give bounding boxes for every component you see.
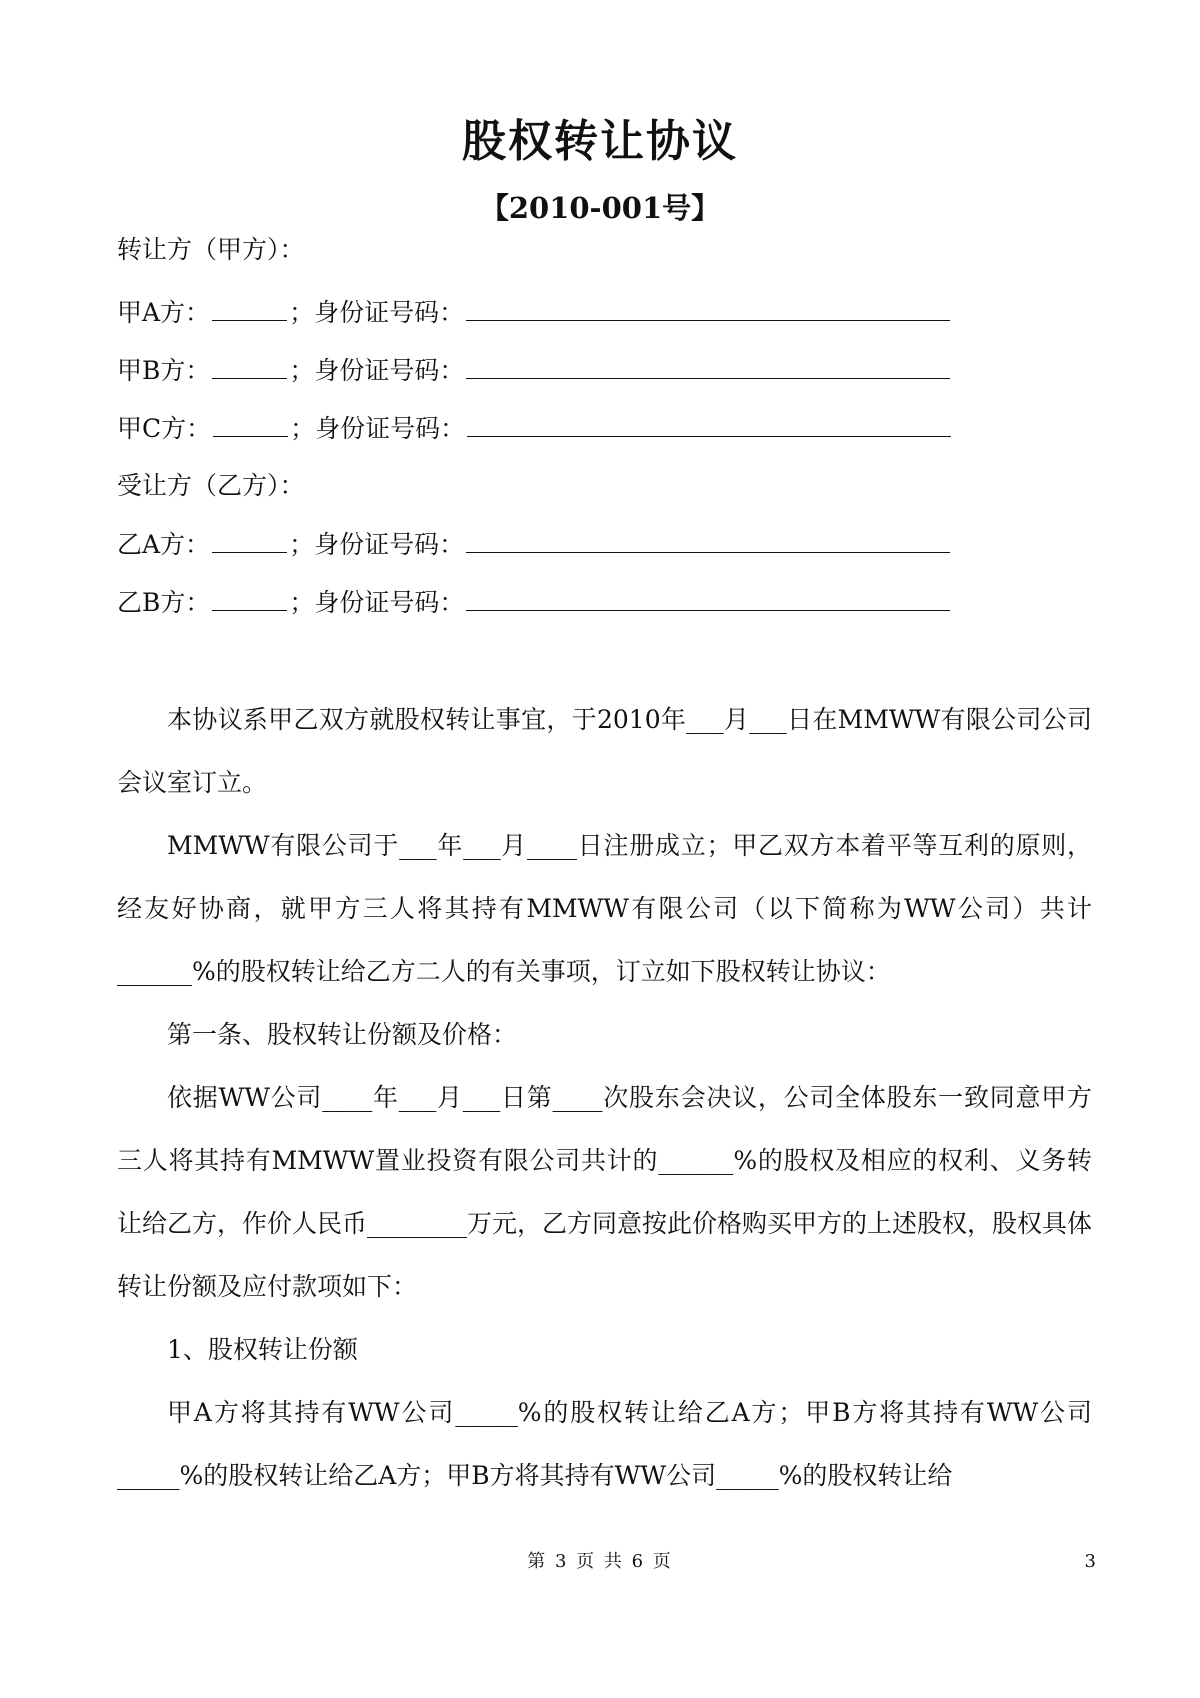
party-line-a2 (117, 352, 950, 389)
id-label: 身份证号码： (314, 356, 465, 385)
party-line-b2 (117, 584, 950, 621)
name-blank[interactable] (212, 526, 287, 553)
paragraph-intro: 本协议系甲乙双方就股权转让事宜，于2010年___月___日在MMWW有限公司公司会议室订立。 (117, 705, 1092, 797)
party-line-a1 (117, 294, 950, 331)
id-label: 身份证号码： (314, 588, 465, 617)
name-blank[interactable] (212, 584, 287, 611)
id-label: 身份证号码： (314, 530, 465, 559)
transferor-heading: 转让方（甲方）： (117, 235, 305, 264)
party-label: 甲B方： (117, 356, 211, 385)
party-line-b1 (117, 526, 950, 563)
id-label: 身份证号码： (314, 298, 465, 327)
transferee-heading: 受让方（乙方）： (117, 471, 305, 500)
page-indicator: 第 3 页 共 6 页 (527, 1551, 673, 1572)
name-blank[interactable] (212, 352, 287, 379)
separator: ； (289, 356, 315, 385)
party-line-a3 (117, 410, 951, 447)
separator: ； (290, 414, 316, 443)
paragraph-transfer-share: 甲A方将其持有WW公司_____%的股权转让给乙A方；甲B方将其持有WW公司_____%的股权转让给乙A方；甲B方将其持有WW公司_____%的股权转让给 (117, 1398, 1092, 1490)
name-blank[interactable] (213, 410, 288, 437)
paragraph-background: MMWW有限公司于___年___月____日注册成立；甲乙双方本着平等互利的原则，经友好协商，就甲方三人将其持有MMWW有限公司（以下简称为WW公司）共计______%的股权转让给乙方二人的有关事项，订立如下股权转让协议： (117, 831, 1092, 986)
id-blank[interactable] (466, 352, 950, 379)
party-label: 甲A方： (117, 298, 211, 327)
id-blank[interactable] (467, 410, 951, 437)
document-title: 股权转让协议 (462, 116, 738, 167)
party-label: 乙B方： (117, 588, 211, 617)
paragraph-article-one: 依据WW公司____年___月___日第____次股东会决议，公司全体股东一致同意甲方三人将其持有MMWW置业投资有限公司共计的______%的股权及相应的权利、义务转让给乙方，作价人民币________万元，乙方同意按此价格购买甲方的上述股权，股权具体转让份额及应付款项如下： (117, 1083, 1093, 1301)
id-blank[interactable] (466, 584, 950, 611)
id-label: 身份证号码： (315, 414, 466, 443)
separator: ； (289, 530, 315, 559)
separator: ； (289, 298, 315, 327)
party-label: 乙A方： (117, 530, 211, 559)
id-blank[interactable] (466, 526, 950, 553)
id-blank[interactable] (466, 294, 950, 321)
document-number: 【2010-001号】 (479, 191, 721, 225)
party-label: 甲C方： (117, 414, 212, 443)
section-heading-transfer-share: 1、股权转让份额 (167, 1335, 358, 1364)
article-one-heading: 第一条、股权转让份额及价格： (167, 1020, 518, 1049)
page-number: 3 (1084, 1551, 1096, 1572)
separator: ； (289, 588, 315, 617)
name-blank[interactable] (212, 294, 287, 321)
